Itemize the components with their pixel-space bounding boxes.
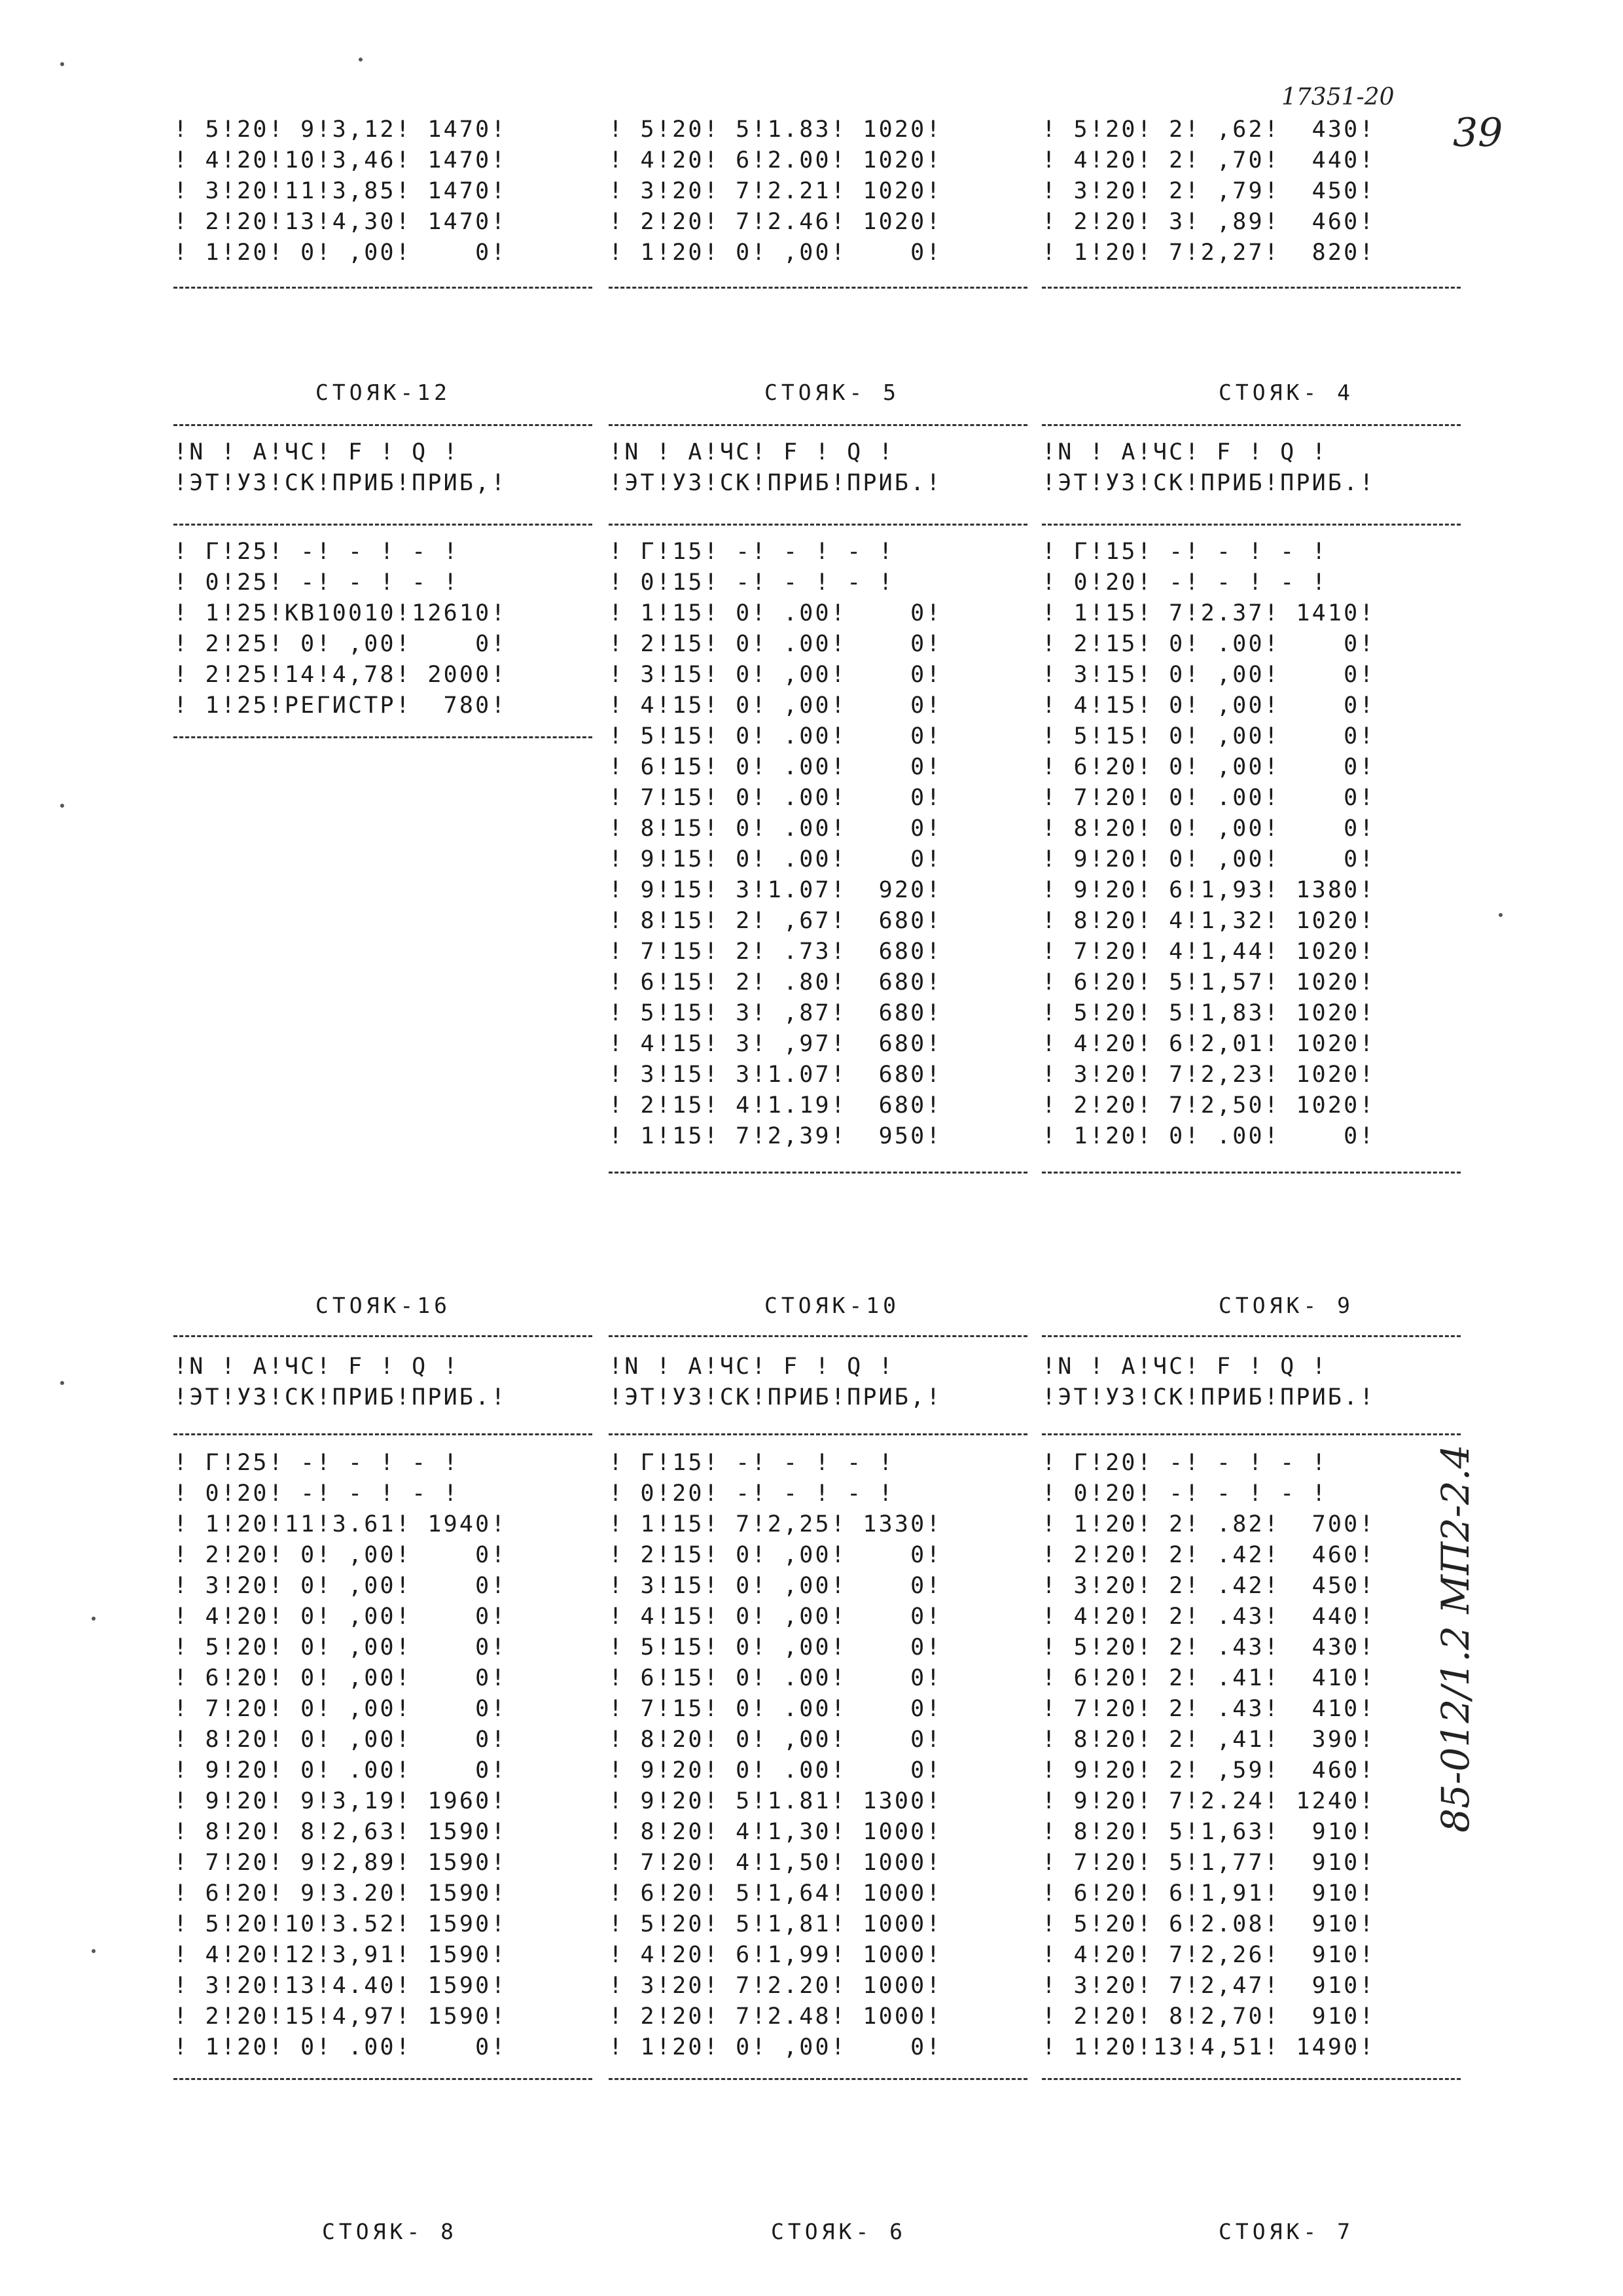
table-row: ! 9!20! 6!1,93! 1380! [1042,877,1376,903]
table-row: ! 8!20! 4!1,32! 1020! [1042,908,1376,934]
table-row: ! 3!20! 7!2.20! 1000! [609,1973,942,1999]
riser-title: СТОЯК-16 [315,1293,451,1318]
table-row: ! 2!20! 7!2.48! 1000! [609,2003,942,2030]
divider-dashed [1042,1172,1461,1174]
table-row: ! 3!20! 0! ,00! 0! [173,1573,507,1599]
riser-title: СТОЯК- 9 [1219,1293,1354,1318]
table-header-row: !N ! А!ЧС! F ! Q ! [173,439,459,465]
table-row: ! 6!15! 2! .80! 680! [609,969,942,996]
table-row: ! 5!20! 2! ,62! 430! [1042,117,1376,143]
table-row: ! 3!20! 7!2,47! 910! [1042,1973,1376,1999]
table-row: ! 5!20! 6!2.08! 910! [1042,1911,1376,1937]
table-row: ! 0!20! -! - ! - ! [1042,1480,1328,1507]
table-row: ! 5!20! 9!3,12! 1470! [173,117,507,143]
table-row: ! 6!20! 6!1,91! 910! [1042,1880,1376,1907]
table-row: ! 6!20! 2! .41! 410! [1042,1665,1376,1691]
divider-dashed [609,1335,1027,1337]
table-row: ! 0!20! -! - ! - ! [173,1480,459,1507]
table-row: ! 0!20! -! - ! - ! [1042,569,1328,596]
scan-speck [60,62,64,66]
table-row: ! 2!15! 0! .00! 0! [609,631,942,657]
table-row: ! 6!20! 5!1,57! 1020! [1042,969,1376,996]
table-row: ! 9!20! 0! .00! 0! [609,1757,942,1784]
divider-dashed [1042,1433,1461,1435]
top-rows-2 [609,115,942,268]
table-row: ! 8!20! 2! ,41! 390! [1042,1727,1376,1753]
table-row: ! 3!20! 7!2,23! 1020! [1042,1062,1376,1088]
table-header-row: !N ! А!ЧС! F ! Q ! [1042,1354,1328,1380]
divider-dashed [173,424,592,426]
divider-dashed [609,1433,1027,1435]
table-row: ! 4!15! 0! ,00! 0! [609,692,942,719]
table-row: ! 2!15! 0! .00! 0! [1042,631,1376,657]
table-row: ! 7!15! 0! .00! 0! [609,1696,942,1722]
table-row: ! Г!20! -! - ! - ! [1042,1450,1328,1476]
table-row: ! 2!20!15!4,97! 1590! [173,2003,507,2030]
divider-dashed [173,524,592,526]
divider-dashed [173,736,592,738]
divider-dashed [1042,2078,1461,2080]
table-row: ! 4!20! 6!1,99! 1000! [609,1942,942,1968]
table-row: ! 5!15! 0! ,00! 0! [1042,723,1376,749]
scan-speck [92,1949,96,1953]
table-row: ! 3!15! 0! ,00! 0! [609,662,942,688]
scan-speck [359,58,363,62]
divider-dashed [609,524,1027,526]
riser-title: СТОЯК- 6 [771,2219,906,2244]
table-body [1042,537,1376,1152]
table-row: ! 8!15! 2! ,67! 680! [609,908,942,934]
table-row: ! 7!20! 2! .43! 410! [1042,1696,1376,1722]
table-row: ! 1!15! 7!2.37! 1410! [1042,600,1376,626]
table-row: ! 3!15! 0! ,00! 0! [609,1573,942,1599]
table-row: ! 4!20! 2! ,70! 440! [1042,147,1376,173]
top-rows-3 [1042,115,1376,268]
table-row: ! 5!15! 0! .00! 0! [609,723,942,749]
table-row: ! 1!20! 0! ,00! 0! [609,2034,942,2060]
table-header-row: !ЭТ!УЗ!СК!ПРИБ!ПРИБ.! [1042,1384,1376,1410]
table-row: ! 7!20! 0! .00! 0! [1042,785,1376,811]
table-row: ! 8!20! 4!1,30! 1000! [609,1819,942,1845]
table-row: ! 9!20! 0! .00! 0! [173,1757,507,1784]
table-row: ! 2!20! 3! ,89! 460! [1042,209,1376,235]
divider-dashed [1042,1335,1461,1337]
table-row: ! 2!25! 0! ,00! 0! [173,631,507,657]
table-row: ! 6!20! 9!3.20! 1590! [173,1880,507,1907]
table-row: ! 8!20! 0! ,00! 0! [609,1727,942,1753]
table-row: ! 6!20! 0! ,00! 0! [1042,754,1376,780]
divider-dashed [609,1172,1027,1174]
table-body [1042,1448,1376,2063]
table-row: ! 3!20!13!4.40! 1590! [173,1973,507,1999]
table-row: ! 1!20! 0! ,00! 0! [609,240,942,266]
table-row: ! 8!15! 0! .00! 0! [609,816,942,842]
table-row: ! 9!20! 5!1.81! 1300! [609,1788,942,1814]
table-body [609,537,942,1152]
table-row: ! 4!20! 6!2,01! 1020! [1042,1031,1376,1057]
table-row: ! 3!15! 3!1.07! 680! [609,1062,942,1088]
table-row: ! 1!20! 0! .00! 0! [173,2034,507,2060]
handwritten-side-code: 85-012/1.2 МП2-2.4 [1433,1444,1478,1833]
divider-dashed [173,1433,592,1435]
table-row: ! 9!20! 7!2.24! 1240! [1042,1788,1376,1814]
table-row: ! 5!20!10!3.52! 1590! [173,1911,507,1937]
riser-title: СТОЯК- 8 [322,2219,457,2244]
table-body [173,1448,507,2063]
riser-title: СТОЯК- 5 [764,380,900,405]
table-row: ! 6!15! 0! .00! 0! [609,1665,942,1691]
table-row: ! 4!20! 0! ,00! 0! [173,1604,507,1630]
table-row: ! 3!20! 2! .42! 450! [1042,1573,1376,1599]
table-row: ! 8!20! 5!1,63! 910! [1042,1819,1376,1845]
table-header-row: !ЭТ!УЗ!СК!ПРИБ!ПРИБ.! [1042,470,1376,496]
table-header-row: !N ! А!ЧС! F ! Q ! [609,1354,895,1380]
divider-dashed [1042,424,1461,426]
table-row: ! 4!15! 0! ,00! 0! [609,1604,942,1630]
table-row: ! 0!20! -! - ! - ! [609,1480,895,1507]
divider-dashed [1042,524,1461,526]
table-row: ! 1!20! 2! .82! 700! [1042,1511,1376,1537]
divider-dashed [609,424,1027,426]
table-row: ! 2!15! 0! ,00! 0! [609,1542,942,1568]
table-row: ! 5!20! 0! ,00! 0! [173,1634,507,1660]
table-row: ! 3!20! 2! ,79! 450! [1042,178,1376,204]
handwritten-page-number: 39 [1453,110,1503,156]
table-row: ! 3!15! 0! ,00! 0! [1042,662,1376,688]
table-row: ! 1!15! 7!2,25! 1330! [609,1511,942,1537]
table-row: ! Г!15! -! - ! - ! [609,1450,895,1476]
table-header-row: !N ! А!ЧС! F ! Q ! [609,439,895,465]
top-rows-1 [173,115,507,268]
scan-speck [60,1381,64,1385]
table-row: ! 9!20! 9!3,19! 1960! [173,1788,507,1814]
table-row: ! 4!20! 6!2.00! 1020! [609,147,942,173]
scan-speck [1499,913,1503,917]
table-row: ! 4!20! 2! .43! 440! [1042,1604,1376,1630]
table-row: ! 9!15! 0! .00! 0! [609,846,942,872]
table-row: ! 5!20! 5!1,83! 1020! [1042,1000,1376,1026]
table-row: ! 1!20!11!3.61! 1940! [173,1511,507,1537]
table-row: ! Г!25! -! - ! - ! [173,539,459,565]
table-row: ! 6!20! 5!1,64! 1000! [609,1880,942,1907]
scan-speck [60,804,64,808]
divider-dashed [173,287,592,289]
table-row: ! 1!20! 0! ,00! 0! [173,240,507,266]
table-row: ! 2!20! 8!2,70! 910! [1042,2003,1376,2030]
table-row: ! 4!20!10!3,46! 1470! [173,147,507,173]
table-row: ! 1!15! 7!2,39! 950! [609,1123,942,1149]
riser-title: СТОЯК-12 [315,380,451,405]
table-row: ! 6!15! 0! .00! 0! [609,754,942,780]
table-row: ! 4!15! 3! ,97! 680! [609,1031,942,1057]
table-header-row: !N ! А!ЧС! F ! Q ! [173,1354,459,1380]
table-row: ! Г!25! -! - ! - ! [173,1450,459,1476]
table-row: ! 2!20! 7!2.46! 1020! [609,209,942,235]
table-row: ! 7!15! 2! .73! 680! [609,939,942,965]
table-row: ! 3!20!11!3,85! 1470! [173,178,507,204]
table-row: ! 7!20! 4!1,50! 1000! [609,1850,942,1876]
riser-title: СТОЯК-10 [764,1293,900,1318]
table-header-row: !ЭТ!УЗ!СК!ПРИБ!ПРИБ,! [609,1384,942,1410]
table-row: ! 8!20! 0! ,00! 0! [173,1727,507,1753]
divider-dashed [173,2078,592,2080]
table-row: ! 4!20!12!3,91! 1590! [173,1942,507,1968]
table-row: ! 7!20! 0! ,00! 0! [173,1696,507,1722]
table-row: ! 5!15! 3! ,87! 680! [609,1000,942,1026]
table-row: ! 8!20! 0! ,00! 0! [1042,816,1376,842]
table-row: ! 2!25!14!4,78! 2000! [173,662,507,688]
table-row: ! 1!20! 7!2,27! 820! [1042,240,1376,266]
table-header-row: !ЭТ!УЗ!СК!ПРИБ!ПРИБ.! [173,1384,507,1410]
divider-dashed [609,2078,1027,2080]
scan-speck [92,1617,96,1621]
riser-title: СТОЯК- 7 [1219,2219,1354,2244]
table-row: ! 7!20! 9!2,89! 1590! [173,1850,507,1876]
table-row: ! 2!20! 0! ,00! 0! [173,1542,507,1568]
table-row: ! 9!20! 2! ,59! 460! [1042,1757,1376,1784]
table-row: ! 4!20! 7!2,26! 910! [1042,1942,1376,1968]
table-row: ! 2!20! 7!2,50! 1020! [1042,1092,1376,1119]
table-row: ! 0!15! -! - ! - ! [609,569,895,596]
table-row: ! 0!25! -! - ! - ! [173,569,459,596]
table-row: ! 1!25!КВ10010!12610! [173,600,507,626]
table-row: ! 7!20! 5!1,77! 910! [1042,1850,1376,1876]
table-row: ! 1!20!13!4,51! 1490! [1042,2034,1376,2060]
table-row: ! 7!15! 0! .00! 0! [609,785,942,811]
table-row: ! Г!15! -! - ! - ! [1042,539,1328,565]
table-body [173,537,507,721]
table-header-row: !ЭТ!УЗ!СК!ПРИБ!ПРИБ.! [609,470,942,496]
table-row: ! 2!15! 4!1.19! 680! [609,1092,942,1119]
handwritten-doc-number: 17351-20 [1281,84,1395,111]
table-row: ! 1!20! 0! .00! 0! [1042,1123,1376,1149]
table-header-row: !ЭТ!УЗ!СК!ПРИБ!ПРИБ,! [173,470,507,496]
riser-title: СТОЯК- 4 [1219,380,1354,405]
table-row: ! 2!20!13!4,30! 1470! [173,209,507,235]
table-row: ! 4!15! 0! ,00! 0! [1042,692,1376,719]
table-row: ! 2!20! 2! .42! 460! [1042,1542,1376,1568]
table-row: ! 8!20! 8!2,63! 1590! [173,1819,507,1845]
table-row: ! 5!15! 0! ,00! 0! [609,1634,942,1660]
table-row: ! 3!20! 7!2.21! 1020! [609,178,942,204]
table-row: ! 9!15! 3!1.07! 920! [609,877,942,903]
table-row: ! Г!15! -! - ! - ! [609,539,895,565]
table-row: ! 5!20! 2! .43! 430! [1042,1634,1376,1660]
table-row: ! 1!15! 0! .00! 0! [609,600,942,626]
table-row: ! 9!20! 0! ,00! 0! [1042,846,1376,872]
table-row: ! 1!25!РЕГИСТР! 780! [173,692,507,719]
divider-dashed [609,287,1027,289]
table-row: ! 7!20! 4!1,44! 1020! [1042,939,1376,965]
divider-dashed [173,1335,592,1337]
table-row: ! 6!20! 0! ,00! 0! [173,1665,507,1691]
table-row: ! 5!20! 5!1.83! 1020! [609,117,942,143]
table-row: ! 5!20! 5!1,81! 1000! [609,1911,942,1937]
table-header-row: !N ! А!ЧС! F ! Q ! [1042,439,1328,465]
divider-dashed [1042,287,1461,289]
table-body [609,1448,942,2063]
